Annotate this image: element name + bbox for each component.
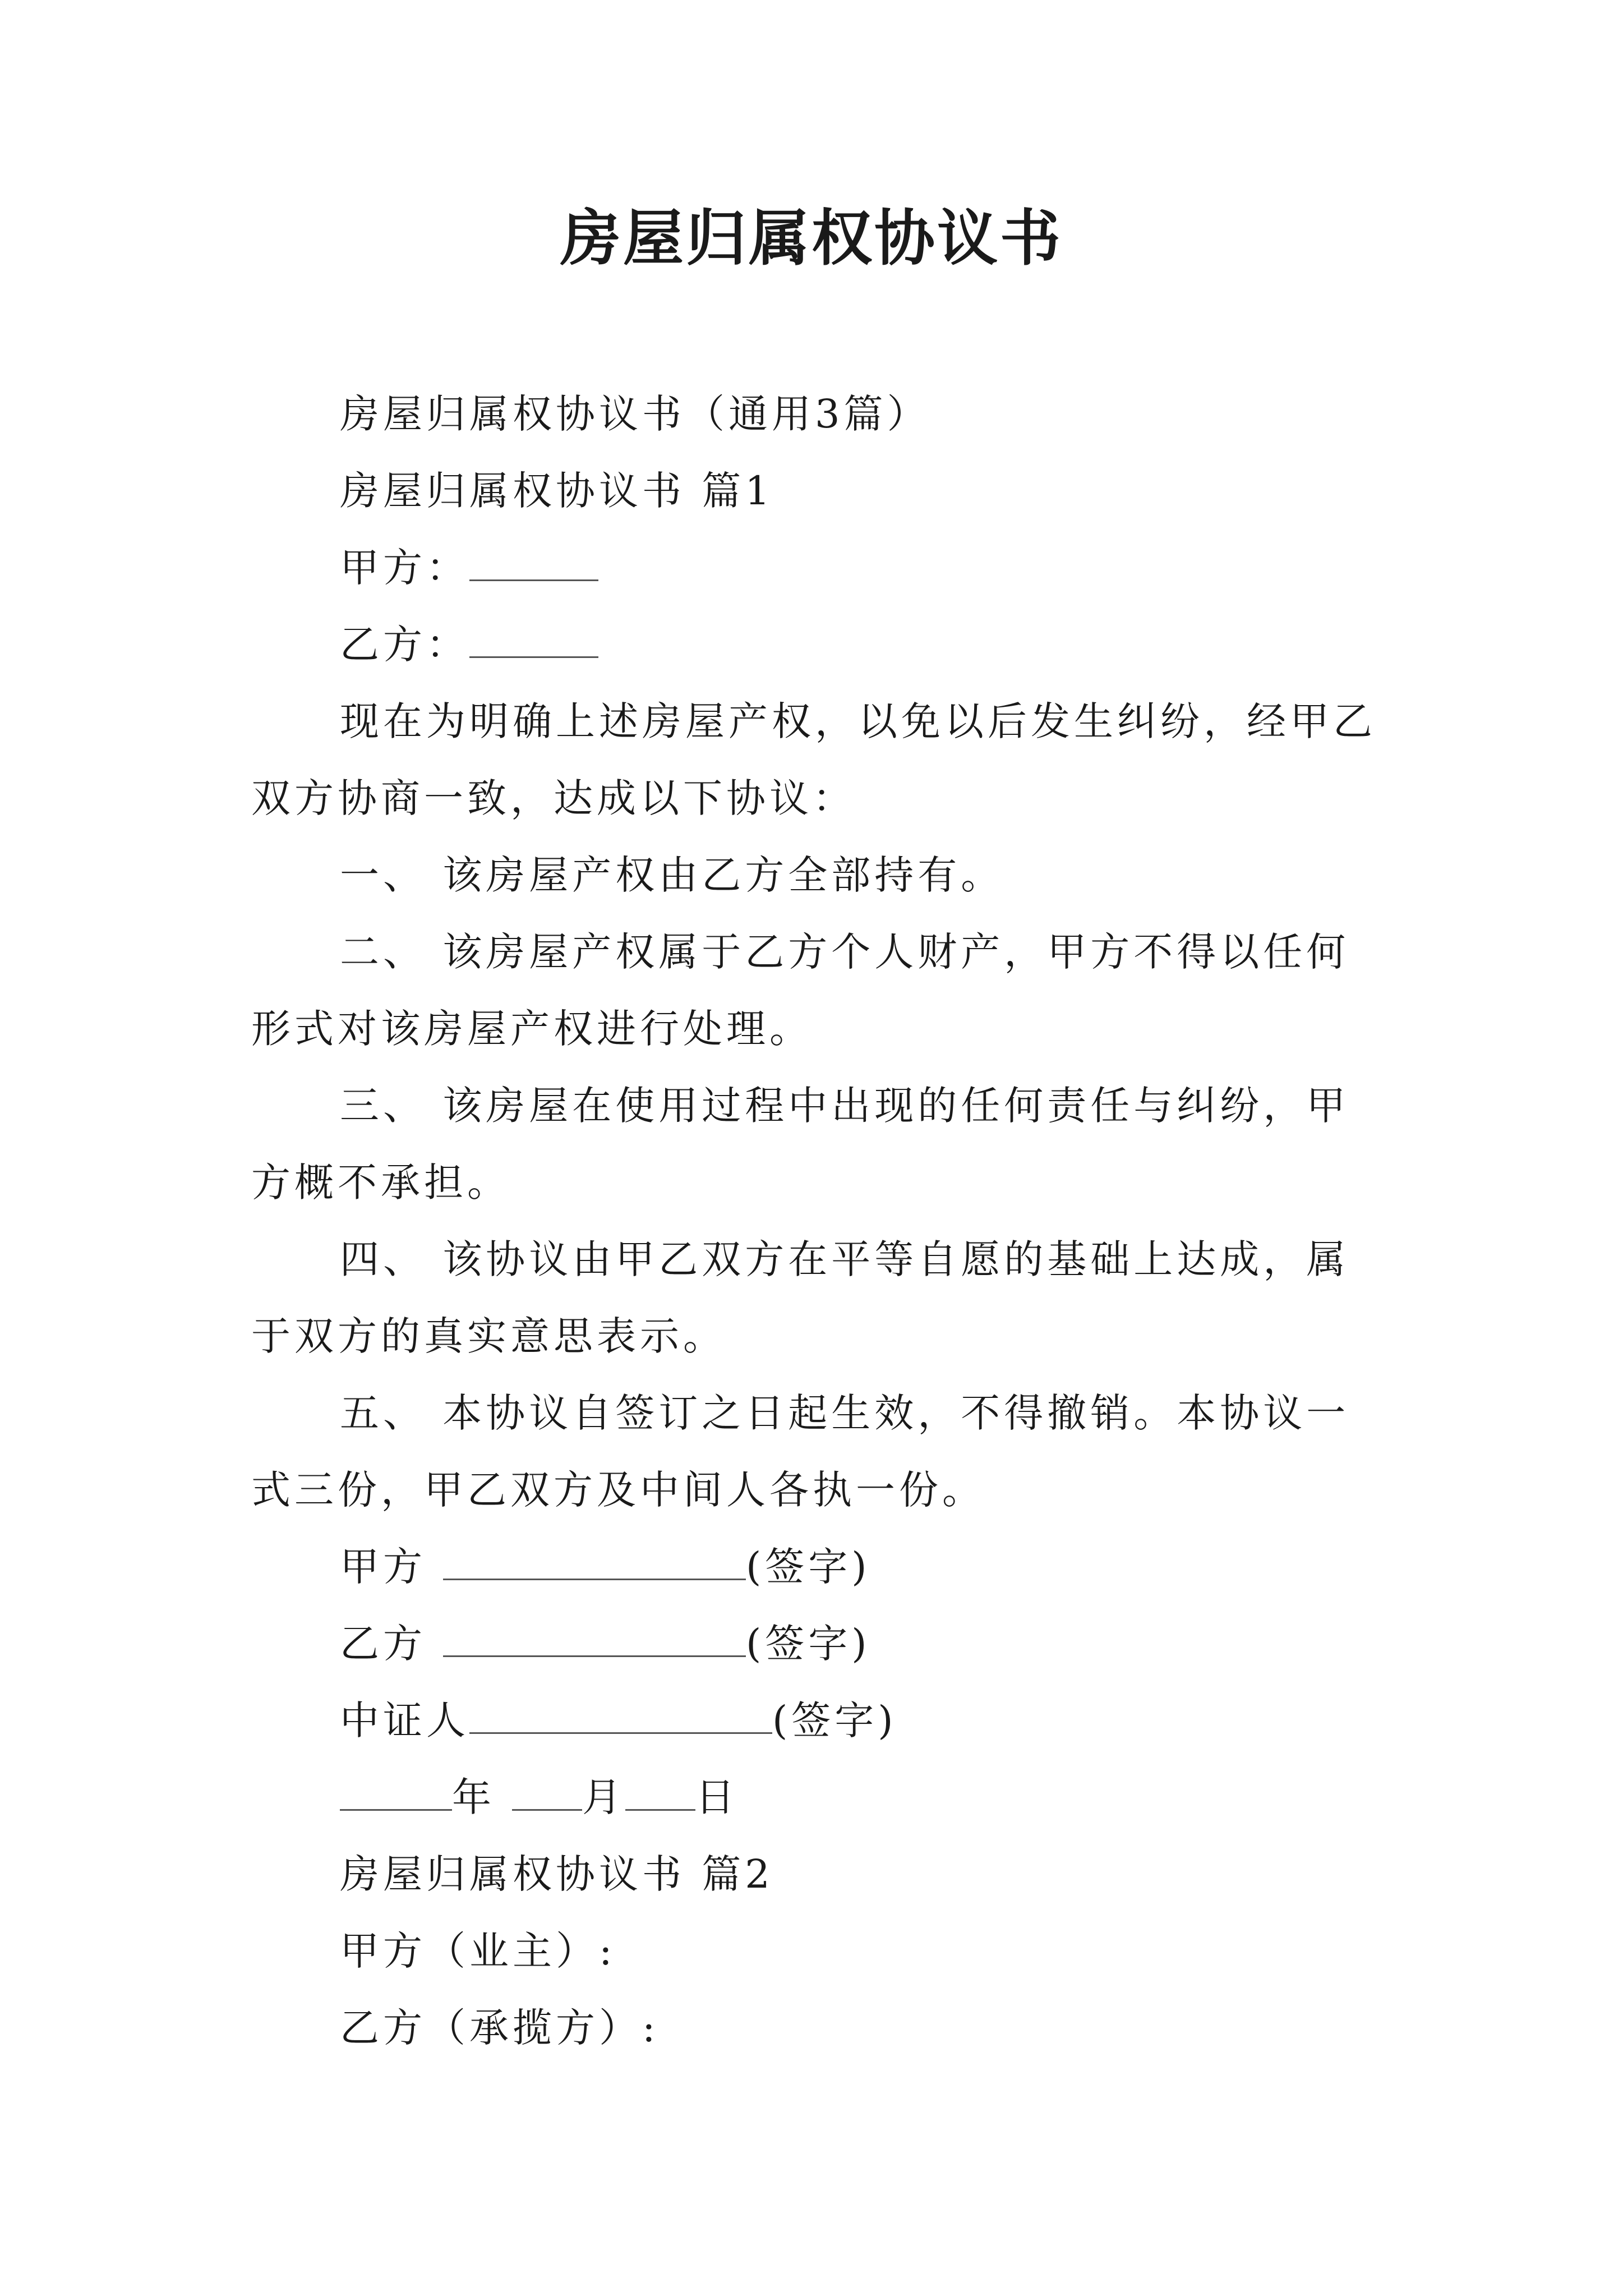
clause-5-line-1: 五、 本协议自签订之日起生效，不得撤销。本协议一	[340, 1390, 1350, 1436]
document-subtitle: 房屋归属权协议书（通用3篇）	[340, 391, 930, 437]
section2-party-b: 乙方（承揽方）:	[340, 2005, 660, 2051]
clause-2-line-2: 形式对该房屋产权进行处理。	[251, 1006, 813, 1052]
signature-party-b-suffix: (签字)	[746, 1621, 871, 1667]
signature-party-a-suffix: (签字)	[746, 1544, 871, 1590]
date-day-blank	[625, 1777, 695, 1811]
section2-heading: 房屋归属权协议书 篇2	[340, 1851, 774, 1897]
date-day-label: 日	[695, 1774, 739, 1820]
date-year-label: 年	[452, 1774, 495, 1820]
date-year-blank	[340, 1777, 452, 1811]
clause-4-line-1: 四、 该协议由甲乙双方在平等自愿的基础上达成，属	[340, 1236, 1350, 1282]
document-body	[251, 376, 1390, 2067]
signature-witness-suffix: (签字)	[772, 1697, 897, 1743]
clause-3-line-2: 方概不承担。	[251, 1159, 510, 1205]
signature-party-a	[251, 1529, 1390, 1605]
date-month-blank	[512, 1777, 582, 1811]
clause-2-line-1: 二、 该房屋产权属于乙方个人财产，甲方不得以任何	[340, 929, 1350, 975]
date-line	[251, 1759, 1390, 1836]
clause-5-line-2: 式三份，甲乙双方及中间人各执一份。	[251, 1467, 985, 1513]
intro-line-1: 现在为明确上述房屋产权，以免以后发生纠纷，经甲乙	[340, 698, 1376, 744]
party-b-blank	[469, 624, 598, 658]
party-a-label: 甲方：	[340, 545, 469, 591]
section2-party-a: 甲方（业主）:	[340, 1928, 616, 1974]
party-b-line	[251, 606, 1390, 683]
signature-party-b-label: 乙方	[340, 1621, 426, 1667]
date-month-label: 月	[582, 1774, 625, 1820]
clause-4-line-2: 于双方的真实意思表示。	[251, 1313, 726, 1359]
signature-party-b-blank	[443, 1623, 746, 1657]
signature-party-a-blank	[443, 1546, 746, 1580]
clause-3-line-1: 三、 该房屋在使用过程中出现的任何责任与纠纷，甲	[340, 1083, 1350, 1129]
section1-heading: 房屋归属权协议书 篇1	[340, 468, 774, 514]
clause-1: 一、 该房屋产权由乙方全部持有。	[340, 852, 1004, 898]
signature-witness-blank	[469, 1700, 772, 1734]
signature-party-b	[251, 1605, 1390, 1682]
document-title: 房屋归属权协议书	[560, 203, 1063, 274]
party-a-line	[251, 530, 1390, 606]
signature-witness-label: 中证人	[340, 1697, 469, 1743]
intro-line-2: 双方协商一致，达成以下协议：	[251, 775, 856, 821]
party-b-label: 乙方：	[340, 622, 469, 668]
party-a-blank	[469, 547, 598, 581]
signature-witness	[251, 1682, 1390, 1759]
signature-party-a-label: 甲方	[340, 1544, 426, 1590]
